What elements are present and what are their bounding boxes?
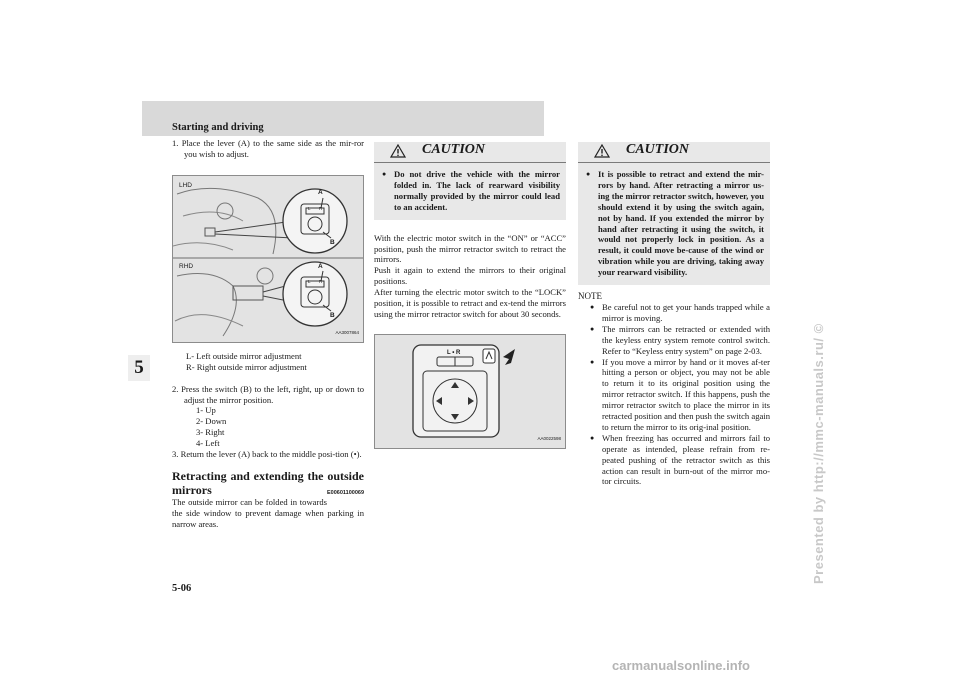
bullet-icon: ●	[382, 170, 387, 178]
note-title: NOTE	[578, 291, 602, 302]
lhd-label-r: R	[319, 205, 323, 211]
section-heading	[172, 469, 364, 497]
figure-code: AA3007864	[335, 329, 359, 335]
warning-icon	[594, 144, 610, 158]
caution-box-1	[374, 142, 566, 220]
retractor-switch-figure	[374, 334, 566, 449]
dir-4: 4- Left	[196, 438, 220, 449]
note-item	[590, 357, 770, 433]
column-2	[374, 138, 566, 449]
caution-item	[586, 169, 764, 278]
dir-3: 3- Right	[196, 427, 225, 438]
note-item	[590, 324, 770, 357]
column-1	[172, 138, 364, 530]
lhd-label-a: A	[318, 188, 323, 196]
step-3: 3. Return the lever (A) back to the middle posi-tion (•).	[172, 449, 362, 460]
dir-2: 2- Down	[196, 416, 227, 427]
lhd-label-b: B	[330, 238, 335, 246]
bullet-icon: ●	[590, 324, 595, 333]
note-text: When freezing has occurred and mirrors fail to operate as intended, please refrain from re-peated pushing of the retractor switch as this action can result in burn-out of the mirror mo-tor circuits.	[602, 432, 770, 487]
rhd-label: RHD	[179, 262, 194, 270]
mirror-lever-figure	[172, 175, 364, 343]
heading-code: E00601100069	[326, 489, 364, 496]
side-credit: Presented by http://mmc-manuals.ru/ ©	[811, 323, 826, 584]
caution-text: It is possible to retract and extend the mir-rors by hand. After retracting a mirror us-ing the mirror retractor switch, however, you should extend it by using the switch again, not by hand. If you extended the mirror by hand after retracting it using the switch, it would not properly lock in position. As a result, it could move be-cause of the wind or vibration while you are driving, taking away your rearward visibility.	[598, 169, 764, 278]
body-paragraph-2: Push it again to extend the mirrors to their original positions.	[374, 265, 566, 287]
bullet-icon: ●	[590, 357, 595, 366]
chapter-tab: 5	[128, 355, 150, 381]
switch-lr-label: L • R	[447, 349, 461, 356]
watermark: carmanualsonline.info	[612, 658, 750, 673]
note-item	[590, 433, 770, 488]
intro-paragraph: The outside mirror can be folded in towards the side window to prevent damage when parking in narrow areas.	[172, 496, 364, 529]
caution-header	[374, 142, 566, 163]
heading-text: Retracting and extending the outside mirrors	[172, 468, 364, 497]
body-paragraph-3: After turning the electric motor switch to the “LOCK” position, it is possible to retract and ex-tend the mirrors using the mirror retractor switch for about 30 seconds.	[374, 287, 566, 319]
note-item	[590, 302, 770, 324]
step-1: 1. Place the lever (A) to the same side as the mir-ror you wish to adjust.	[172, 138, 364, 159]
note-text: If you move a mirror by hand or it moves af-ter hitting a person or object, you may not be able to return it to its original position using the mirror retractor switch. If this happens, push the mirror retractor switch to place the mirror in its retracted position and then push the switch again to return the mirror to its orig-inal position.	[602, 356, 770, 432]
caution-title: CAUTION	[626, 142, 690, 157]
rhd-label-r: R	[319, 278, 323, 284]
rhd-label-b: B	[330, 311, 335, 319]
lhd-label: LHD	[179, 181, 193, 189]
note-text: Be careful not to get your hands trapped while a mirror is moving.	[602, 301, 770, 323]
body-paragraph-1: With the electric motor switch in the “ON” or “ACC” position, push the mirror retractor switch to retract the mirrors.	[374, 232, 566, 265]
note-text: The mirrors can be retracted or extended with the keyless entry system remote control switch. Refer to “Keyless entry system” on page 2-03.	[602, 323, 770, 356]
switch-illustration	[375, 335, 565, 448]
bullet-icon: ●	[586, 170, 591, 178]
bullet-icon: ●	[590, 433, 595, 442]
rhd-label-l: L	[308, 278, 311, 284]
page-number: 5-06	[172, 583, 192, 594]
legend-l: L- Left outside mirror adjustment	[186, 350, 302, 361]
warning-icon	[390, 144, 406, 158]
step-2: 2. Press the switch (B) to the left, right, up or down to adjust the mirror position.	[172, 383, 364, 405]
column-3	[578, 138, 770, 487]
dir-1: 1- Up	[196, 405, 216, 416]
caution-box-2	[578, 142, 770, 285]
section-header: Starting and driving	[172, 122, 264, 133]
lhd-label-l: L	[308, 205, 311, 211]
rhd-label-a: A	[318, 262, 323, 270]
caution-item	[382, 169, 560, 213]
note-list	[578, 302, 770, 487]
caution-header	[578, 142, 770, 163]
legend-r: R- Right outside mirror adjustment	[186, 361, 307, 372]
caution-title: CAUTION	[422, 142, 486, 157]
caution-text: Do not drive the vehicle with the mirror folded in. The lack of rearward visibility normally provided by the mirror could lead to an accident.	[394, 169, 560, 212]
bullet-icon: ●	[590, 302, 595, 311]
figure-code: AA0022598	[537, 435, 561, 441]
